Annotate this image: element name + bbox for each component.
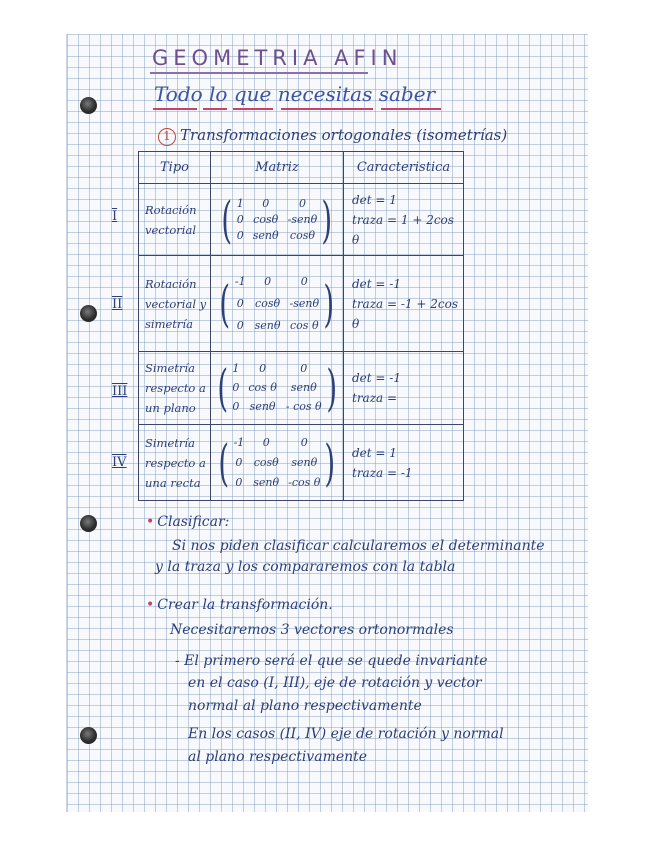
bullet-dot: •: [146, 514, 155, 530]
title-underline: [150, 72, 368, 74]
tipo-cell: Rotación vectorial y simetría: [139, 256, 211, 352]
section-title: Transformaciones ortogonales (isometrías): [180, 126, 508, 144]
header-tipo: Tipo: [139, 152, 211, 184]
subtitle-underline: [381, 108, 441, 110]
classify-text: y la traza y los compararemos con la tabla: [155, 559, 456, 575]
characteristic-cell: det = -1 traza = -1 + 2cos θ: [344, 256, 464, 352]
page-title: GEOMETRIA AFIN: [152, 46, 403, 70]
first-vector-text: - El primero será el que se quede invariante: [175, 653, 488, 669]
table-row: [139, 425, 464, 501]
roman-numeral-label: I: [112, 209, 118, 224]
classify-text: Si nos piden clasificar calcularemos el determinante: [172, 538, 545, 554]
matrix-cell: ( 1 0 0 0 cos θ senθ 0 senθ - cos θ ): [211, 352, 344, 425]
binder-hole: [80, 515, 97, 532]
table-header-row: [139, 152, 464, 184]
binder-hole: [80, 727, 97, 744]
subtitle-underline: [203, 108, 227, 110]
roman-numeral-label: III: [112, 384, 128, 399]
header-caracteristica: Caracteristica: [344, 152, 464, 184]
subtitle-underline: [281, 108, 373, 110]
binder-hole: [80, 305, 97, 322]
table-row: [139, 184, 464, 256]
subtitle-underline: [233, 108, 273, 110]
subtitle-underline: [153, 108, 197, 110]
tipo-cell: Rotación vectorial: [139, 184, 211, 256]
table-row: [139, 256, 464, 352]
matrix-cell: ( -1 0 0 0 cosθ senθ 0 senθ -cos θ ): [211, 425, 344, 501]
classify-heading: • Clasificar:: [146, 514, 230, 530]
other-cases-text: En los casos (II, IV) eje de rotación y normal al plano respectivamente: [188, 726, 504, 765]
tipo-cell: Simetría respecto a un plano: [139, 352, 211, 425]
characteristic-cell: det = -1 traza =: [344, 352, 464, 425]
header-matriz: Matriz: [211, 152, 344, 184]
binder-hole: [80, 97, 97, 114]
matrix-cell: ( 1 0 0 0 cosθ -senθ 0 senθ cosθ ): [211, 184, 344, 256]
create-text: Necesitaremos 3 vectores ortonormales: [170, 622, 454, 638]
roman-numeral-label: IV: [112, 455, 127, 470]
tipo-cell: Simetría respecto a una recta: [139, 425, 211, 501]
roman-numeral-label: II: [112, 297, 123, 312]
section-number: 1: [158, 128, 176, 146]
characteristic-cell: det = 1 traza = 1 + 2cos θ: [344, 184, 464, 256]
isometry-table: [138, 151, 464, 501]
page-subtitle: Todo lo que necesitas saber: [154, 82, 436, 106]
section-heading: [158, 126, 507, 146]
first-vector-text: en el caso (I, III), eje de rotación y vector normal al plano respectivamente: [188, 675, 482, 714]
matrix-cell: ( -1 0 0 0 cosθ -senθ 0 senθ cos θ ): [211, 256, 344, 352]
bullet-dot: •: [146, 597, 155, 613]
table-row: [139, 352, 464, 425]
create-heading: • Crear la transformación.: [146, 597, 333, 613]
characteristic-cell: det = 1 traza = -1: [344, 425, 464, 501]
